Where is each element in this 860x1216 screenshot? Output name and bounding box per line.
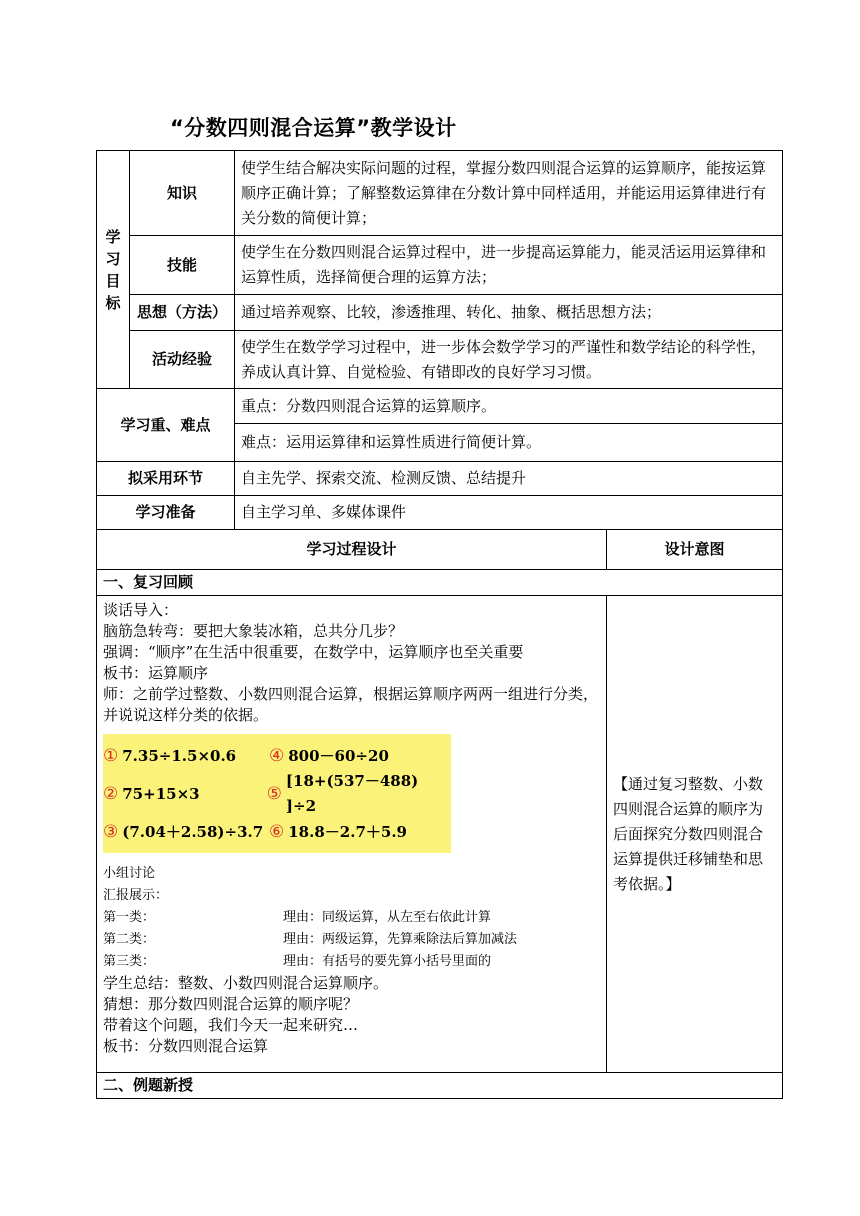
objectives-group-label: 学 习 目 标 (97, 151, 130, 389)
summary-line: 学生总结：整数、小数四则混合运算顺序。 (103, 974, 389, 992)
section-example-heading: 二、例题新授 (97, 1073, 783, 1099)
difficult-point-text: 难点：运用运算律和运算性质进行简便计算。 (235, 424, 783, 462)
summary-line: 带着这个问题，我们今天一起来研究… (103, 1016, 359, 1034)
design-intent-text: 【通过复习整数、小数四则混合运算的顺序为后面探究分数四则混合运算提供迁移铺垫和思考依据。】 (607, 596, 783, 1073)
review-line: 谈话导入： (103, 601, 179, 619)
summary-line: 猜想：那分数四则混合运算的顺序呢？ (103, 995, 359, 1013)
objective-label-experience: 活动经验 (130, 331, 235, 389)
category-row: 第一类： 理由：同级运算，从左至右依此计算 (103, 910, 492, 925)
steps-text: 自主先学、探索交流、检测反馈、总结提升 (235, 462, 783, 496)
objective-text-knowledge: 使学生结合解决实际问题的过程，掌握分数四则混合运算的运算顺序，能按运算顺序正确计算；了解整数运算律在分数计算中同样适用，并能运用运算律进行有关分数的简便计算； (235, 151, 783, 236)
expression-highlight-box (103, 734, 451, 853)
prep-text: 自主学习单、多媒体课件 (235, 496, 783, 530)
objective-text-method: 通过培养观察、比较，渗透推理、转化、抽象、概括思想方法； (235, 295, 783, 331)
category-row: 第二类： 理由：两级运算，先算乘除法后算加减法 (103, 932, 518, 947)
key-points-label: 学习重、难点 (97, 389, 235, 462)
lesson-plan-table (96, 150, 783, 1099)
expression-item: ⑥ 18.8－2.7＋5.9 (269, 821, 407, 842)
page-title: “分数四则混合运算”教学设计 (170, 116, 457, 140)
expression-item: ① 7.35÷1.5×0.6 (103, 745, 237, 766)
category-row: 第三类： 理由：有括号的要先算小括号里面的 (103, 954, 492, 969)
summary-line: 板书：分数四则混合运算 (103, 1037, 269, 1055)
discussion-line: 汇报展示： (103, 888, 169, 903)
objective-text-skill: 使学生在分数四则混合运算过程中，进一步提高运算能力，能灵活运用运算律和运算性质，选择简便合理的运算方法； (235, 236, 783, 295)
intent-header: 设计意图 (607, 530, 783, 570)
expression-item: ③ (7.04＋2.58)÷3.7 (103, 821, 264, 842)
steps-label: 拟采用环节 (97, 462, 235, 496)
objective-label-knowledge: 知识 (130, 151, 235, 236)
review-line: 板书：运算顺序 (103, 664, 209, 682)
review-line: 脑筋急转弯：要把大象装冰箱，总共分几步？ (103, 622, 404, 640)
objective-label-skill: 技能 (130, 236, 235, 295)
prep-label: 学习准备 (97, 496, 235, 530)
expression-item: ⑤ [18+(537－488) ]÷2 (266, 772, 419, 815)
objective-label-method: 思想（方法） (130, 295, 235, 331)
review-content (97, 596, 607, 1073)
expression-item: ④ 800－60÷20 (269, 745, 389, 766)
review-line: 师：之前学过整数、小数四则混合运算，根据运算顺序两两一组进行分类，并说说这样分类的依据。 (103, 685, 599, 724)
discussion-line: 小组讨论 (103, 866, 156, 881)
review-line: 强调：“顺序”在生活中很重要，在数学中，运算顺序也至关重要 (103, 643, 524, 661)
section-review-heading: 一、复习回顾 (97, 570, 783, 596)
expression-item: ② 75+15×3 (103, 783, 200, 804)
process-header: 学习过程设计 (97, 530, 607, 570)
objective-text-experience: 使学生在数学学习过程中，进一步体会数学学习的严谨性和数学结论的科学性，养成认真计算、自觉检验、有错即改的良好学习习惯。 (235, 331, 783, 389)
key-point-text: 重点：分数四则混合运算的运算顺序。 (235, 389, 783, 424)
